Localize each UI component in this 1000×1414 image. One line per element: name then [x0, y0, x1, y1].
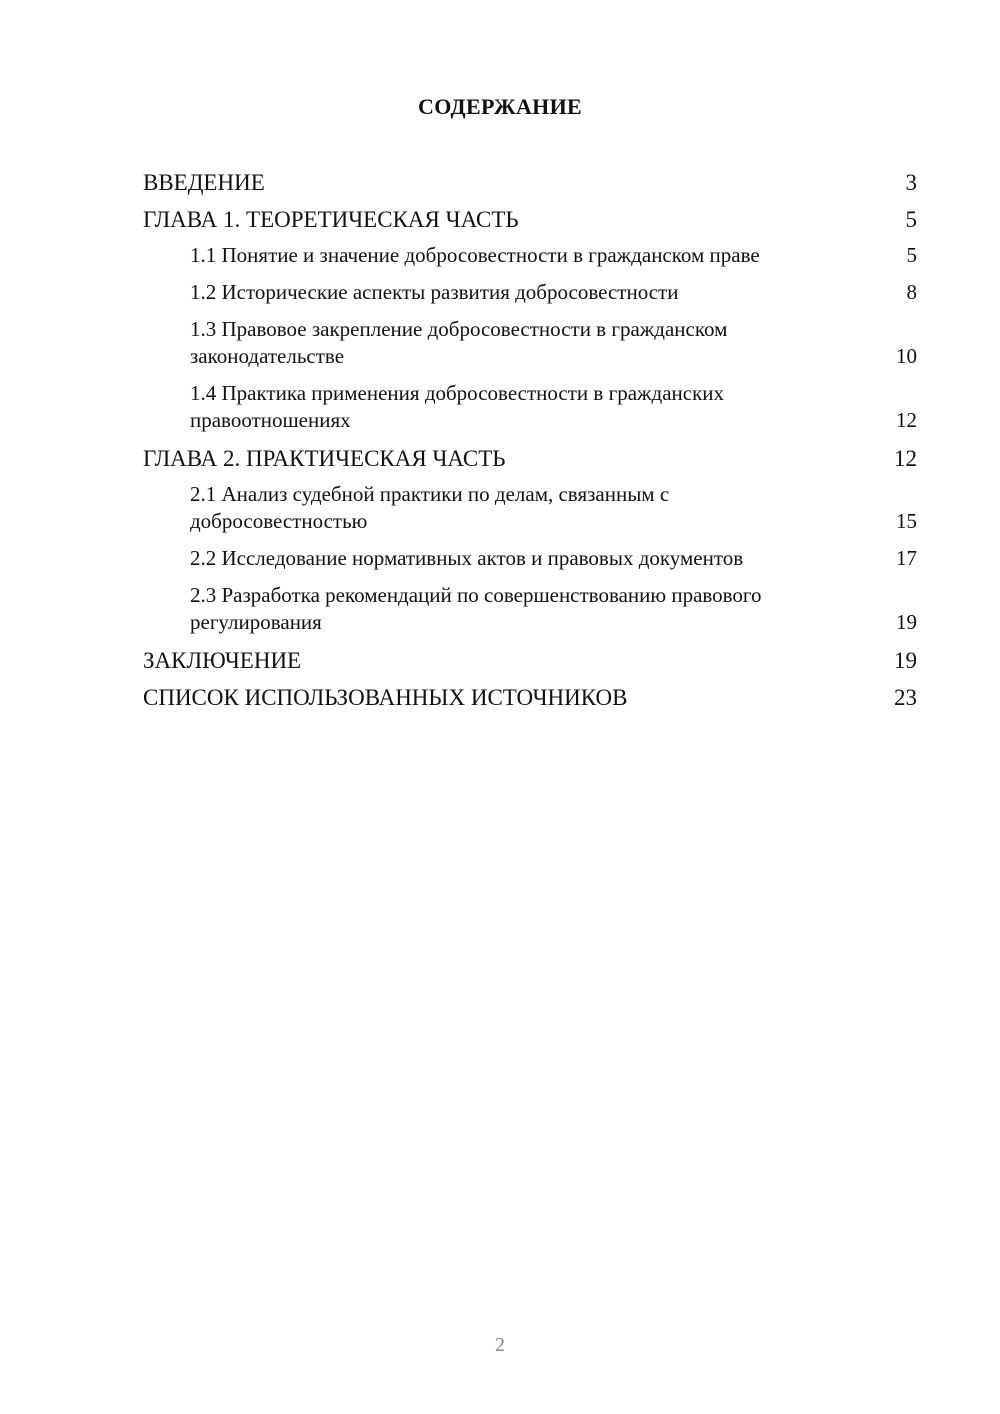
toc-entry-page: 19: [896, 610, 917, 634]
toc-entry-page: 10: [896, 344, 917, 368]
toc-entry-label: 1.1 Понятие и значение добросовестности в гражданском праве: [190, 243, 760, 267]
toc-entry-page: 23: [894, 685, 917, 710]
toc-entry-label: ЗАКЛЮЧЕНИЕ: [143, 648, 302, 673]
toc-entry-references[interactable]: [143, 683, 917, 713]
toc-entry-section-1-1[interactable]: [143, 242, 917, 269]
toc-entry-page: 3: [905, 170, 917, 195]
toc-entry-introduction[interactable]: [143, 168, 917, 198]
toc-entry-label: ВВЕДЕНИЕ: [143, 170, 265, 195]
toc-entry-page: 5: [905, 207, 917, 232]
toc-entry-label: 2.2 Исследование нормативных актов и правовых документов: [190, 546, 744, 570]
toc-entry-section-1-3[interactable]: [143, 316, 917, 370]
toc-entry-label: СПИСОК ИСПОЛЬЗОВАННЫХ ИСТОЧНИКОВ: [143, 685, 628, 710]
toc-entry-section-2-3[interactable]: [143, 582, 917, 636]
toc-entry-page: 12: [894, 446, 917, 471]
page-number: 2: [495, 1334, 505, 1356]
toc-entry-chapter-2[interactable]: [143, 444, 917, 474]
toc-entry-page: 15: [896, 509, 917, 533]
toc-entry-chapter-1[interactable]: [143, 205, 917, 235]
toc-entry-section-1-2[interactable]: [143, 279, 917, 306]
toc-entry-page: 5: [906, 243, 917, 267]
page-title: СОДЕРЖАНИЕ: [418, 94, 582, 119]
toc-entry-page: 19: [894, 648, 917, 673]
toc-entry-label: 1.2 Исторические аспекты развития добросовестности: [190, 280, 679, 304]
toc-entry-page: 12: [896, 408, 917, 432]
toc-entry-label: 1.4 Практика применения добросовестности в гражданских правоотношениях: [190, 381, 725, 432]
toc-entry-section-2-2[interactable]: [143, 545, 917, 572]
toc-entry-page: 8: [906, 280, 917, 304]
toc-entry-page: 17: [896, 546, 917, 570]
table-of-contents: [143, 168, 917, 720]
toc-entry-label: ГЛАВА 1. ТЕОРЕТИЧЕСКАЯ ЧАСТЬ: [143, 207, 519, 232]
toc-entry-label: ГЛАВА 2. ПРАКТИЧЕСКАЯ ЧАСТЬ: [143, 446, 506, 471]
toc-entry-section-2-1[interactable]: [143, 481, 917, 535]
toc-entry-section-1-4[interactable]: [143, 380, 917, 434]
toc-entry-label: 2.3 Разработка рекомендаций по совершенствованию правового регулирования: [190, 583, 762, 634]
toc-entry-conclusion[interactable]: [143, 646, 917, 676]
toc-entry-label: 1.3 Правовое закрепление добросовестности в гражданском законодательстве: [190, 317, 728, 368]
toc-entry-label: 2.1 Анализ судебной практики по делам, связанным с добросовестностью: [190, 482, 670, 533]
